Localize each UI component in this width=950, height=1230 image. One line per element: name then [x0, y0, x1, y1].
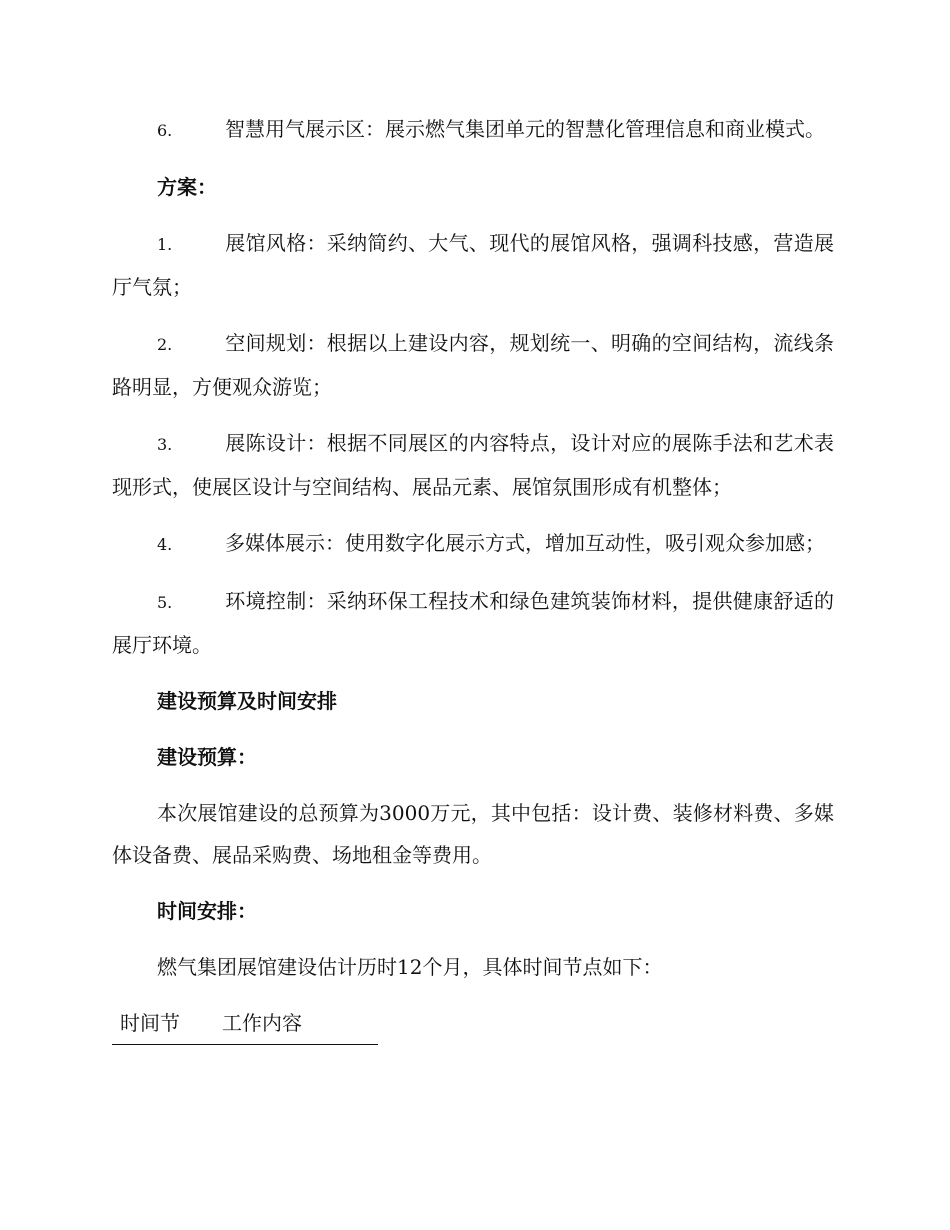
list-number: 1. [157, 235, 173, 254]
schedule-heading: 时间安排： [157, 899, 257, 923]
list-item [112, 580, 834, 666]
list-number: 6. [157, 121, 173, 140]
list-item [112, 422, 834, 508]
schedule-paragraph: 燃气集团展馆建设估计历时12个月，具体时间节点如下： [157, 955, 663, 979]
budget-paragraph: 本次展馆建设的总预算为3000万元，其中包括：设计费、装修材料费、多媒体设备费、展品采购费、场地租金等费用。 [112, 801, 834, 867]
list-text: 展馆风格：采纳简约、大气、现代的展馆风格，强调科技感，营造展厅气氛； [112, 231, 834, 299]
table-header-work: 工作内容 [222, 1011, 302, 1035]
list-text: 空间规划：根据以上建设内容，规划统一、明确的空间结构，流线条路明显，方便观众游览； [112, 331, 834, 399]
list-item [112, 322, 834, 408]
list-item [112, 522, 834, 566]
list-number: 4. [157, 535, 173, 554]
list-text: 展陈设计：根据不同展区的内容特点，设计对应的展陈手法和艺术表现形式，使展区设计与空间结构、展品元素、展馆氛围形成有机整体； [112, 431, 834, 499]
list-text: 多媒体展示：使用数字化展示方式，增加互动性，吸引观众参加感； [225, 531, 825, 555]
list-number: 2. [157, 335, 173, 354]
table-header-time: 时间节 [120, 1011, 180, 1035]
list-number: 5. [157, 593, 173, 612]
list-item [112, 222, 834, 308]
section-heading: 建设预算及时间安排 [157, 689, 337, 713]
plan-heading: 方案： [157, 175, 217, 199]
list-number: 3. [157, 435, 173, 454]
budget-heading: 建设预算： [157, 745, 257, 769]
schedule-table-header [112, 1002, 378, 1045]
list-text: 环境控制：采纳环保工程技术和绿色建筑装饰材料，提供健康舒适的展厅环境。 [112, 589, 834, 657]
list-text: 智慧用气展示区：展示燃气集团单元的智慧化管理信息和商业模式。 [225, 117, 825, 141]
document-page [112, 108, 834, 1045]
list-item [112, 108, 834, 152]
